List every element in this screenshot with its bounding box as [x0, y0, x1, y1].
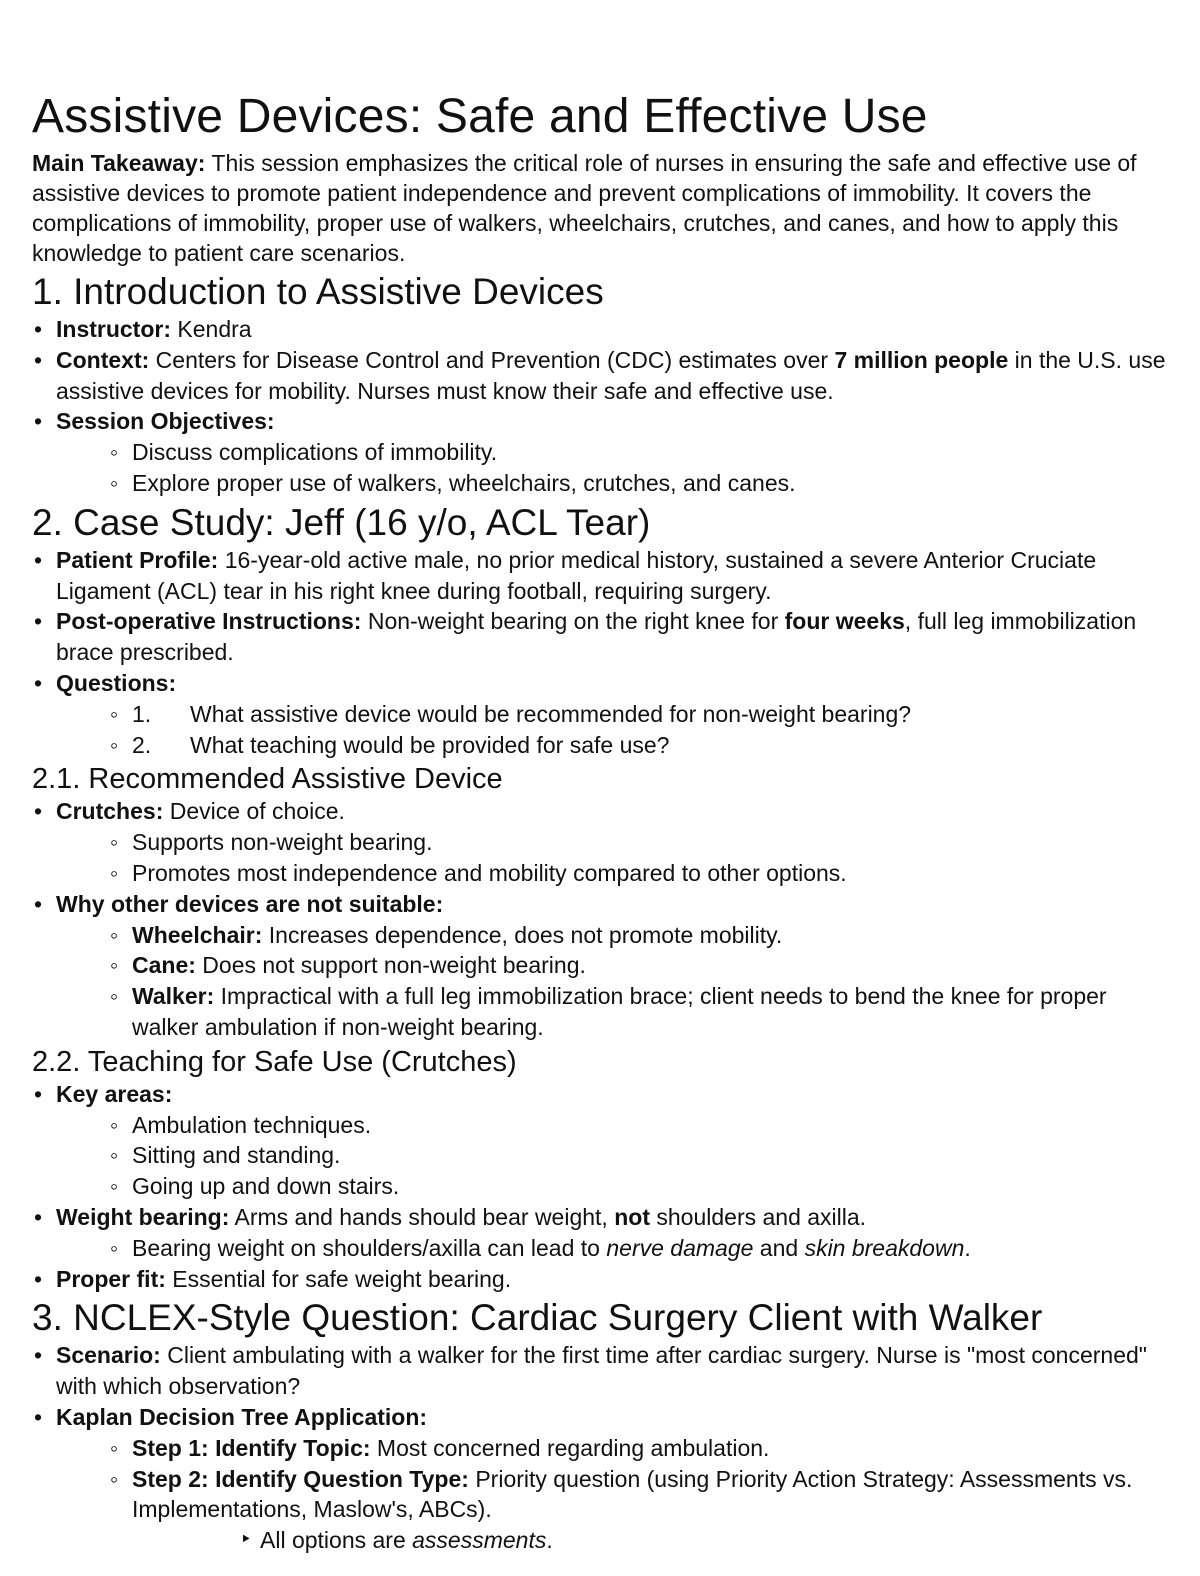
kaplan-step-2 — [56, 1464, 1170, 1556]
context-label: Context: — [56, 346, 150, 373]
bearing-text-mid: and — [753, 1234, 805, 1261]
list-item-patient-profile — [32, 545, 1170, 607]
list-item-scenario — [32, 1340, 1170, 1402]
why-item-text: Impractical with a full leg immobilization brace; client needs to bend the knee for proper walker ambulation if non-weight bearing. — [132, 983, 1107, 1040]
weight-emphasis: not — [614, 1203, 650, 1230]
crutches-text: Device of choice. — [163, 798, 345, 825]
why-item-cane — [56, 950, 1170, 981]
key-area-item: ◦ Going up and down stairs. — [56, 1171, 1170, 1202]
section-2-1-list — [32, 796, 1170, 1042]
questions-list — [56, 699, 1170, 761]
bearing-text: Bearing weight on shoulders/axilla can lead to — [132, 1234, 607, 1261]
postop-label: Post-operative Instructions: — [56, 608, 362, 635]
key-area-item: ◦ Sitting and standing. — [56, 1140, 1170, 1171]
question-text: What assistive device would be recommended for non-weight bearing? — [190, 700, 912, 727]
kaplan-label: Kaplan Decision Tree Application: — [56, 1403, 428, 1430]
why-item-label: Walker: — [132, 983, 215, 1010]
options-text: All options are — [260, 1527, 413, 1554]
step-text: Most concerned regarding ambulation. — [370, 1434, 770, 1461]
postop-text: Non-weight bearing on the right knee for — [361, 608, 785, 635]
why-item-wheelchair — [56, 920, 1170, 951]
why-item-text: Does not support non-weight bearing. — [195, 952, 586, 979]
takeaway-text: This session emphasizes the critical role of nurses in ensuring the safe and effective use of assistive devices to promote patient independence and prevent complications of immobility. It covers the complications of immobility, proper use of walkers, wheelchairs, crutches, and canes, and how to apply this knowledge to patient care scenarios. — [32, 150, 1137, 266]
fit-text: Essential for safe weight bearing. — [165, 1265, 512, 1292]
why-item-label: Cane: — [132, 952, 196, 979]
question-number: 2. — [132, 731, 152, 758]
why-item-text: Increases dependence, does not promote mobility. — [262, 921, 783, 948]
list-item-context — [32, 345, 1170, 407]
step-text: Priority question (using Priority Action Strategy: Assessments vs. Implementations, Maslow's, ABCs). — [132, 1465, 1133, 1523]
section-1-heading: 1. Introduction to Assistive Devices — [32, 271, 604, 312]
step-label: Step 1: Identify Topic: — [132, 1434, 371, 1461]
scenario-text: Client ambulating with a walker for the first time after cardiac surgery. Nurse is "most concerned" with which observation? — [56, 1342, 1147, 1400]
profile-label: Patient Profile: — [56, 546, 219, 573]
step-2-sublist — [132, 1525, 1170, 1556]
question-number: 1. — [132, 700, 152, 727]
section-2-list — [32, 545, 1170, 761]
bearing-emphasis-1: nerve damage — [606, 1234, 754, 1261]
options-emphasis: assessments — [412, 1527, 547, 1554]
main-takeaway — [32, 148, 1172, 268]
question-text: What teaching would be provided for safe use? — [190, 731, 670, 758]
step-label: Step 2: Identify Question Type: — [132, 1465, 469, 1492]
section-2-1-heading: 2.1. Recommended Assistive Device — [32, 763, 503, 796]
key-areas-list — [56, 1110, 1170, 1202]
section-3-heading: 3. NCLEX-Style Question: Cardiac Surgery Client with Walker — [32, 1297, 1043, 1339]
weight-text: Arms and hands should bear weight, — [229, 1203, 615, 1230]
section-3-list — [32, 1340, 1170, 1556]
list-item-weight-bearing — [32, 1202, 1170, 1264]
list-item-crutches — [32, 796, 1170, 888]
list-item-postop — [32, 606, 1170, 668]
options-text-end: . — [546, 1527, 553, 1554]
kaplan-step-1 — [56, 1433, 1170, 1464]
crutches-label: Crutches: — [56, 798, 164, 825]
list-item-questions — [32, 668, 1170, 760]
question-item — [56, 730, 1170, 761]
weight-sublist — [56, 1233, 1170, 1264]
profile-text: 16-year-old active male, no prior medical history, sustained a severe Anterior Cruciate Ligament (ACL) tear in his right knee during football, requiring surgery. — [56, 546, 1097, 604]
context-emphasis: 7 million people — [834, 346, 1009, 373]
section-2-heading: 2. Case Study: Jeff (16 y/o, ACL Tear) — [32, 501, 651, 543]
kaplan-steps — [56, 1433, 1170, 1556]
list-item-why-not — [32, 889, 1170, 1043]
list-item-proper-fit — [32, 1264, 1170, 1295]
key-areas-label: Key areas: — [56, 1080, 173, 1107]
fit-label: Proper fit: — [56, 1265, 166, 1292]
section-2-2-heading: 2.2. Teaching for Safe Use (Crutches) — [32, 1045, 517, 1078]
bearing-text-end: . — [964, 1234, 971, 1261]
crutches-points — [56, 827, 1170, 889]
postop-text-end: , full leg immobilization brace prescribed. — [56, 608, 1137, 666]
objectives-list — [56, 437, 1170, 499]
why-label: Why other devices are not suitable: — [56, 890, 444, 917]
why-list — [56, 920, 1170, 1043]
question-item — [56, 699, 1170, 730]
context-text: Centers for Disease Control and Prevention (CDC) estimates over — [149, 346, 835, 373]
instructor-value: Kendra — [171, 316, 252, 342]
list-item-objectives — [32, 406, 1170, 498]
list-item-instructor — [32, 314, 1170, 345]
instructor-label: Instructor: — [56, 316, 171, 342]
objectives-label: Session Objectives: — [56, 408, 275, 435]
postop-emphasis: four weeks — [784, 608, 905, 635]
context-text-end: in the U.S. use assistive devices for mobility. Nurses must know their safe and effective use. — [56, 346, 1166, 404]
takeaway-label: Main Takeaway: — [32, 150, 206, 176]
crutches-point: ◦ Supports non-weight bearing. — [56, 827, 1170, 858]
weight-text-end: shoulders and axilla. — [649, 1203, 867, 1230]
why-item-label: Wheelchair: — [132, 921, 263, 948]
questions-label: Questions: — [56, 669, 177, 696]
scenario-label: Scenario: — [56, 1342, 161, 1369]
weight-label: Weight bearing: — [56, 1203, 230, 1230]
key-area-item: ◦ Ambulation techniques. — [56, 1110, 1170, 1141]
crutches-point: ◦ Promotes most independence and mobility compared to other options. — [56, 858, 1170, 889]
section-1-list — [32, 314, 1170, 499]
page-title: Assistive Devices: Safe and Effective Use — [32, 90, 928, 143]
list-item-key-areas — [32, 1079, 1170, 1202]
objective-item: ◦ Discuss complications of immobility. — [56, 437, 1170, 468]
list-item-kaplan — [32, 1402, 1170, 1556]
options-note — [132, 1525, 1170, 1556]
section-2-2-list — [32, 1079, 1170, 1295]
bearing-emphasis-2: skin breakdown — [804, 1234, 965, 1261]
objective-item: ◦ Explore proper use of walkers, wheelchairs, crutches, and canes. — [56, 468, 1170, 499]
bearing-warning — [56, 1233, 1170, 1264]
why-item-walker — [56, 981, 1170, 1043]
